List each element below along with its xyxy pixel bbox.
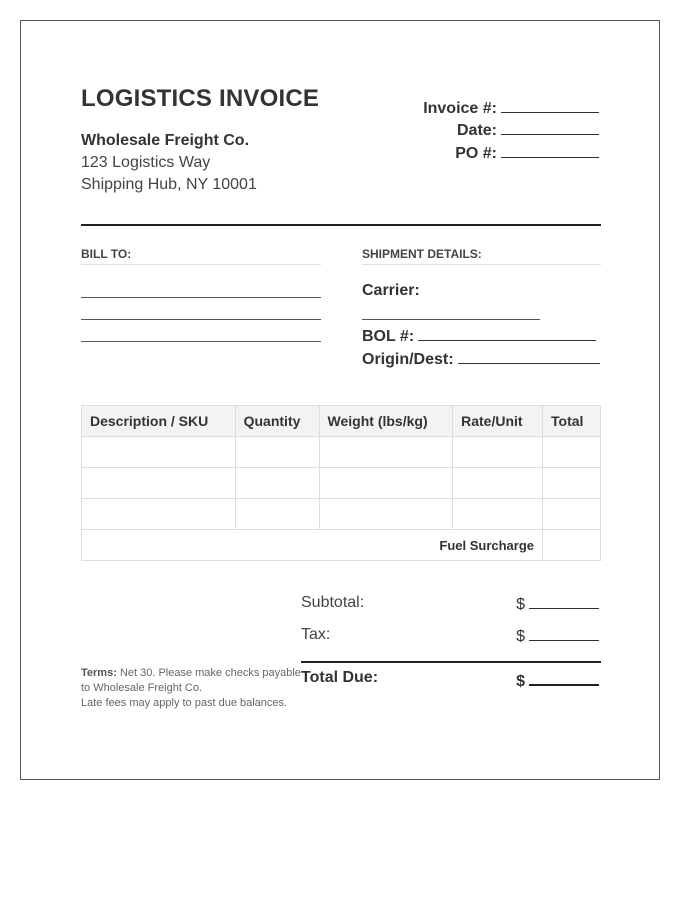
carrier-label: Carrier: bbox=[362, 282, 420, 299]
total-due-currency: $ bbox=[516, 673, 525, 690]
header-divider bbox=[81, 224, 601, 226]
table-cell[interactable] bbox=[82, 468, 236, 499]
table-cell[interactable] bbox=[319, 437, 453, 468]
bill-to-line-1[interactable] bbox=[81, 297, 321, 298]
table-cell[interactable] bbox=[543, 499, 601, 530]
subtotal-field[interactable] bbox=[529, 594, 599, 609]
table-cell[interactable] bbox=[235, 437, 319, 468]
column-header-description: Description / SKU bbox=[82, 406, 236, 437]
terms-text: Net 30. Please make checks payable to Wholesale Freight Co. bbox=[81, 667, 301, 694]
table-cell[interactable] bbox=[453, 468, 543, 499]
origin-dest-row bbox=[362, 349, 600, 369]
po-number-field[interactable] bbox=[501, 143, 599, 158]
column-header-weight: Weight (lbs/kg) bbox=[319, 406, 453, 437]
late-fees-text: Late fees may apply to past due balances. bbox=[81, 697, 288, 709]
fuel-surcharge-row bbox=[82, 530, 601, 561]
total-divider bbox=[301, 661, 601, 663]
bill-to-line-2[interactable] bbox=[81, 319, 321, 320]
po-number-label: PO #: bbox=[455, 145, 497, 162]
table-cell[interactable] bbox=[543, 437, 601, 468]
invoice-title: LOGISTICS INVOICE bbox=[81, 85, 320, 112]
table-cell[interactable] bbox=[453, 499, 543, 530]
bol-field[interactable] bbox=[418, 326, 596, 341]
tax-amount-row bbox=[499, 626, 599, 646]
table-cell[interactable] bbox=[82, 499, 236, 530]
total-due-amount-row bbox=[499, 670, 599, 691]
po-number-row bbox=[339, 143, 599, 163]
subtotal-amount-row bbox=[499, 594, 599, 614]
table-header-row bbox=[82, 406, 601, 437]
invoice-number-field[interactable] bbox=[501, 98, 599, 113]
table-cell[interactable] bbox=[453, 437, 543, 468]
company-name: Wholesale Freight Co. bbox=[81, 132, 250, 149]
terms-label: Terms: bbox=[81, 667, 117, 679]
shipment-details-heading: SHIPMENT DETAILS: bbox=[362, 247, 601, 265]
carrier-field[interactable] bbox=[362, 319, 540, 320]
invoice-number-row bbox=[339, 98, 599, 118]
date-field[interactable] bbox=[501, 120, 599, 135]
company-address-line2: Shipping Hub, NY 10001 bbox=[81, 176, 257, 193]
invoice-number-label: Invoice #: bbox=[423, 100, 497, 117]
table-row bbox=[82, 437, 601, 468]
table-cell[interactable] bbox=[543, 468, 601, 499]
fuel-surcharge-amount[interactable] bbox=[543, 530, 601, 561]
table-cell[interactable] bbox=[319, 499, 453, 530]
table-row bbox=[82, 499, 601, 530]
tax-currency: $ bbox=[516, 628, 525, 645]
table-cell[interactable] bbox=[235, 499, 319, 530]
table-cell[interactable] bbox=[82, 437, 236, 468]
column-header-quantity: Quantity bbox=[235, 406, 319, 437]
total-due-label: Total Due: bbox=[301, 669, 379, 686]
bill-to-line-3[interactable] bbox=[81, 341, 321, 342]
table-cell[interactable] bbox=[235, 468, 319, 499]
bol-label: BOL #: bbox=[362, 328, 415, 345]
origin-dest-field[interactable] bbox=[458, 349, 600, 364]
subtotal-currency: $ bbox=[516, 596, 525, 613]
bol-row bbox=[362, 326, 596, 346]
date-row bbox=[339, 120, 599, 140]
total-due-field[interactable] bbox=[529, 670, 599, 686]
tax-label: Tax: bbox=[301, 626, 331, 643]
date-label: Date: bbox=[456, 122, 497, 139]
subtotal-label: Subtotal: bbox=[301, 594, 365, 611]
table-row bbox=[82, 468, 601, 499]
line-items-table bbox=[81, 405, 601, 561]
invoice-sheet bbox=[20, 20, 660, 780]
tax-field[interactable] bbox=[529, 626, 599, 641]
bill-to-heading: BILL TO: bbox=[81, 247, 321, 265]
fuel-surcharge-label: Fuel Surcharge bbox=[82, 530, 543, 561]
column-header-rate: Rate/Unit bbox=[453, 406, 543, 437]
column-header-total: Total bbox=[543, 406, 601, 437]
payment-terms bbox=[81, 666, 311, 711]
origin-dest-label: Origin/Dest: bbox=[362, 351, 454, 368]
table-cell[interactable] bbox=[319, 468, 453, 499]
company-address-line1: 123 Logistics Way bbox=[81, 154, 211, 171]
